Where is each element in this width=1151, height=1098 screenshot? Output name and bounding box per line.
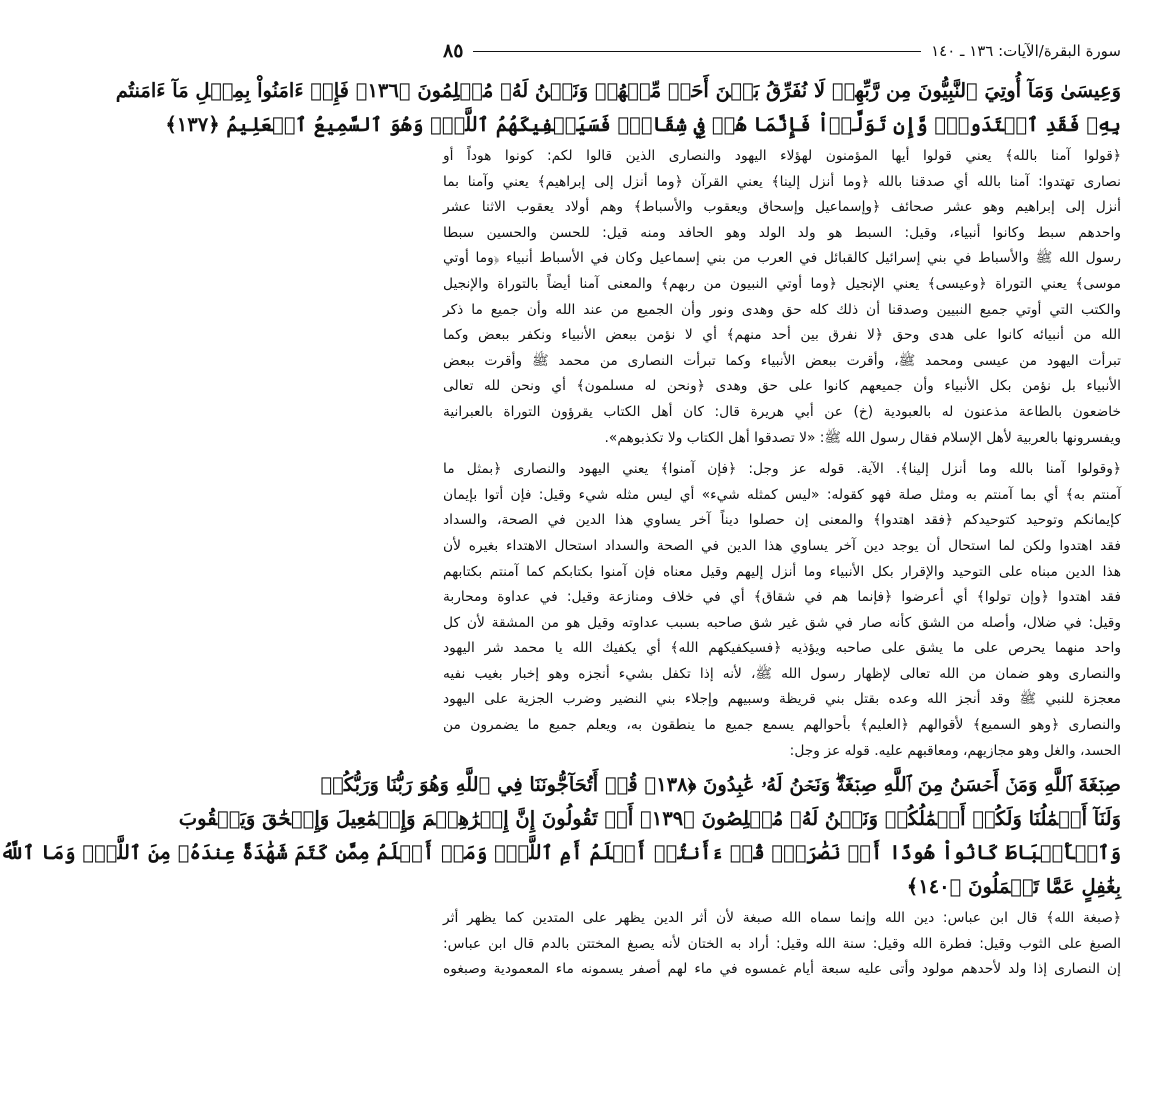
tafsir-line: والنصارى ﴿وهو السميع﴾ لأقوالهم ﴿العليم﴾ بأحوالهم يسمع جميع ما ينطقون به، ويعلم جميع ما يضمرون من	[443, 717, 1121, 734]
tafsir-line: موسى﴾ يعني التوراة ﴿وعيسى﴾ يعني الإنجيل ﴿وما أوتي النبيون من ربهم﴾ والمعنى آمنا أيضاً بالتوراة والإنجيل	[443, 275, 1121, 292]
tafsir-line: هذا الدين مبناه على التوحيد والإقرار بكل الأنبياء وما أنزل إليهم وقيل معناه فإن آمنوا بكتابكم كما آمنتم بكتابهم	[443, 563, 1121, 580]
tafsir-line: ﴿صبغة الله﴾ قال ابن عباس: دين الله وإنما سماه الله صبغة لأن أثر الدين يظهر على المتدين كما يظهر أثر	[443, 910, 1121, 927]
tafsir-line: خاضعون بالطاعة مذعنون له بالعبودية (خ) عن أبي هريرة قال: كان أهل الكتاب يقرؤون التوراة بالعبرانية	[443, 403, 1121, 420]
tafsir-line: الصبغ على الثوب وقيل: فطرة الله وقيل: سنة الله وقيل: أراد به الختان لأنه يصبغ المختتن بالدم قال ابن عباس:	[443, 935, 1121, 952]
page-number: ٨٥	[443, 40, 464, 62]
quran-verses-top	[115, 74, 1121, 142]
quran-line: بِغَٰفِلٍ عَمَّا تَعۡمَلُونَ ﴿١٤٠﴾	[906, 875, 1121, 899]
tafsir-line: أنزل إلى إبراهيم وهو عشر صحائف ﴿وإسماعيل وإسحاق ويعقوب والأسباط﴾ وهم أولاد يعقوب الاثنا عشر	[443, 199, 1121, 216]
quran-line: وَلَنَآ أَعۡمَٰلُنَا وَلَكُمۡ أَعۡمَٰلُكُمۡ وَنَحۡنُ لَهُۥ مُخۡلِصُونَ ﴿١٣٩﴾ أَمۡ تَقُولُونَ إِنَّ إِبۡرَٰهِـۧمَ وَإِسۡمَٰعِيلَ وَإِسۡحَٰقَ وَيَعۡقُوبَ	[178, 807, 1121, 831]
tafsir-line: رسول الله ﷺ والأسباط في بني إسرائيل كالقبائل في العرب من بني إسماعيل وكان في الأسباط أنبياء ﴿وما أوتي	[443, 250, 1121, 267]
tafsir-paragraph-2	[443, 457, 1121, 764]
tafsir-line: فقد اهتدوا ﴿وإن تولوا﴾ أي أعرضوا ﴿فإنما هم في شقاق﴾ أي في خلاف ومنازعة وقيل: في عداوة ومحاربة	[443, 589, 1121, 606]
tafsir-paragraph-1	[443, 144, 1121, 451]
tafsir-line: تبرأت اليهود من عيسى ومحمد ﷺ، وأقرت ببعض الأنبياء وكما تبرأت النصارى من محمد ﷺ وأقرت ببعض	[443, 352, 1121, 369]
tafsir-line: معجزة للنبي ﷺ وقد أنجز الله وعده بقتل بني قريظة وسبيهم وإجلاء بني النضير وضرب الجزية على اليهود	[443, 691, 1121, 708]
quran-line: وَعِيسَىٰ وَمَآ أُوتِيَ ٱلنَّبِيُّونَ مِن رَّبِّهِمۡ لَا نُفَرِّقُ بَيۡنَ أَحَدٖ مِّنۡهُمۡ وَنَحۡنُ لَهُۥ مُسۡلِمُونَ ﴿١٣٦﴾ فَإِنۡ ءَامَنُواْ بِمِثۡلِ مَآ ءَامَنتُم	[115, 79, 1121, 102]
quran-line: صِبۡغَةَ ٱللَّهِ وَمَنۡ أَحۡسَنُ مِنَ ٱللَّهِ صِبۡغَةٗۖ وَنَحۡنُ لَهُۥ عَٰبِدُونَ ﴿١٣٨﴾ قُلۡ أَتُحَآجُّونَنَا فِي ٱللَّهِ وَهُوَ رَبُّنَا وَرَبُّكُمۡ	[320, 773, 1121, 797]
tafsir-line: الله من أنبيائه كانوا على هدى وحق ﴿لا نفرق بين أحد منهم﴾ أي لا نؤمن ببعض الأنبياء ونكفر ببعض وكما	[443, 327, 1121, 344]
tafsir-line: إن النصارى إذا ولد لأحدهم مولود وأتى عليه سبعة أيام غمسوه في ماء لهم أصفر يسمونه ماء المعمودية وصبغوه	[443, 961, 1121, 978]
tafsir-line: نصارى تهتدوا: آمنا بالله أي صدقنا بالله ﴿وما أنزل إلينا﴾ يعني القرآن ﴿وما أنزل إلى إبراهيم﴾ يعني وآمنا بما	[443, 173, 1121, 190]
quran-verses-bottom	[0, 768, 1121, 904]
tafsir-line: واحد منهما يحرص على ما يشق على صاحبه ويؤذيه ﴿فسيكفيكهم الله﴾ أي يكفيك الله يا محمد شر اليهود	[443, 640, 1121, 657]
tafsir-paragraph-3	[443, 906, 1121, 983]
tafsir-line: وقيل: في ضلال، وأصله من الشق كأنه صار في شق غير شق صاحبه بسبب عداوته وقيل هو من المشقة لأن كل	[443, 614, 1121, 631]
running-title: سورة البقرة/الآيات: ١٣٦ ـ ١٤٠	[931, 42, 1121, 60]
header-rule	[473, 51, 921, 52]
quran-line: بِهِۦ فَقَدِ ٱهۡتَدَواْۖ وَّإِن تَوَلَّوۡاْ فَإِنَّمَا هُمۡ فِي شِقَاقٖۖ فَسَيَكۡفِيكَهُمُ ٱللَّهُۚ وَهُوَ ٱلسَّمِيعُ ٱلۡعَلِيمُ ﴿١٣٧﴾	[165, 113, 1121, 136]
quran-line: وَٱلۡأَسۡبَاطَ كَانُواْ هُودًا أَوۡ نَصَٰرَىٰۗ قُلۡ ءَأَنتُمۡ أَعۡلَمُ أَمِ ٱللَّهُۗ وَمَنۡ أَظۡلَمُ مِمَّن كَتَمَ شَهَٰدَةً عِندَهُۥ مِنَ ٱللَّهِۗ وَمَا ٱللَّهُ	[0, 841, 1121, 865]
tafsir-line: ويفسرونها بالعربية لأهل الإسلام فقال رسول الله ﷺ: «لا تصدقوا أهل الكتاب ولا تكذبوهم».	[604, 429, 1121, 446]
tafsir-line: فقد اهتدوا ولكن لما استحال أن يوجد دين آخر يساوي هذا الدين في الصحة والسداد استحال الاهتداء بغيره لأن	[443, 537, 1121, 554]
tafsir-line: والكتب التي أوتي جميع النبيين وصدقنا أن ذلك كله حق وهدى ونور وأن الجميع من عند الله وأن جميع ما ذكر	[443, 301, 1121, 318]
page-header	[443, 34, 1121, 68]
tafsir-line: آمنتم به﴾ أي بما آمنتم به ومثل صلة فهو كقوله: «ليس كمثله شيء» أي ليس مثله شيء وقيل: فإن أتوا بإيمان	[443, 486, 1121, 503]
tafsir-line: كإيمانكم وتوحيد كتوحيدكم ﴿فقد اهتدوا﴾ والمعنى إن حصلوا ديناً آخر يساوي هذا الدين في الصحة، والسداد	[443, 512, 1121, 529]
tafsir-line: الحسد، والغل وهو مجازيهم، ومعاقبهم عليه. قوله عز وجل:	[789, 742, 1121, 759]
tafsir-line: ﴿وقولوا آمنا بالله وما أنزل إلينا﴾. الآية. قوله عز وجل: ﴿فإن آمنوا﴾ يعني اليهود والنصارى ﴿بمثل ما	[443, 461, 1121, 478]
tafsir-line: ﴿قولوا آمنا بالله﴾ يعني قولوا أيها المؤمنون لهؤلاء اليهود والنصارى الذين قالوا لكم: كونوا هوداً أو	[443, 148, 1121, 164]
tafsir-line: والنصارى وهو ضمان من الله تعالى لإظهار رسول الله ﷺ، لأنه إذا تكفل بشيء أنجزه وهو إخبار بغيب نفيه	[443, 665, 1121, 682]
tafsir-line: واحدهم سبط وكانوا أنبياء، وقيل: السبط هو ولد الولد وهو الحافد ومنه قيل: للحسن والحسين سبطا	[443, 224, 1121, 241]
tafsir-line: الأنبياء بل نؤمن بكل الأنبياء وأن جميعهم كانوا على حق وهدى ﴿ونحن له مسلمون﴾ أي ونحن لله تعالى	[443, 378, 1121, 395]
